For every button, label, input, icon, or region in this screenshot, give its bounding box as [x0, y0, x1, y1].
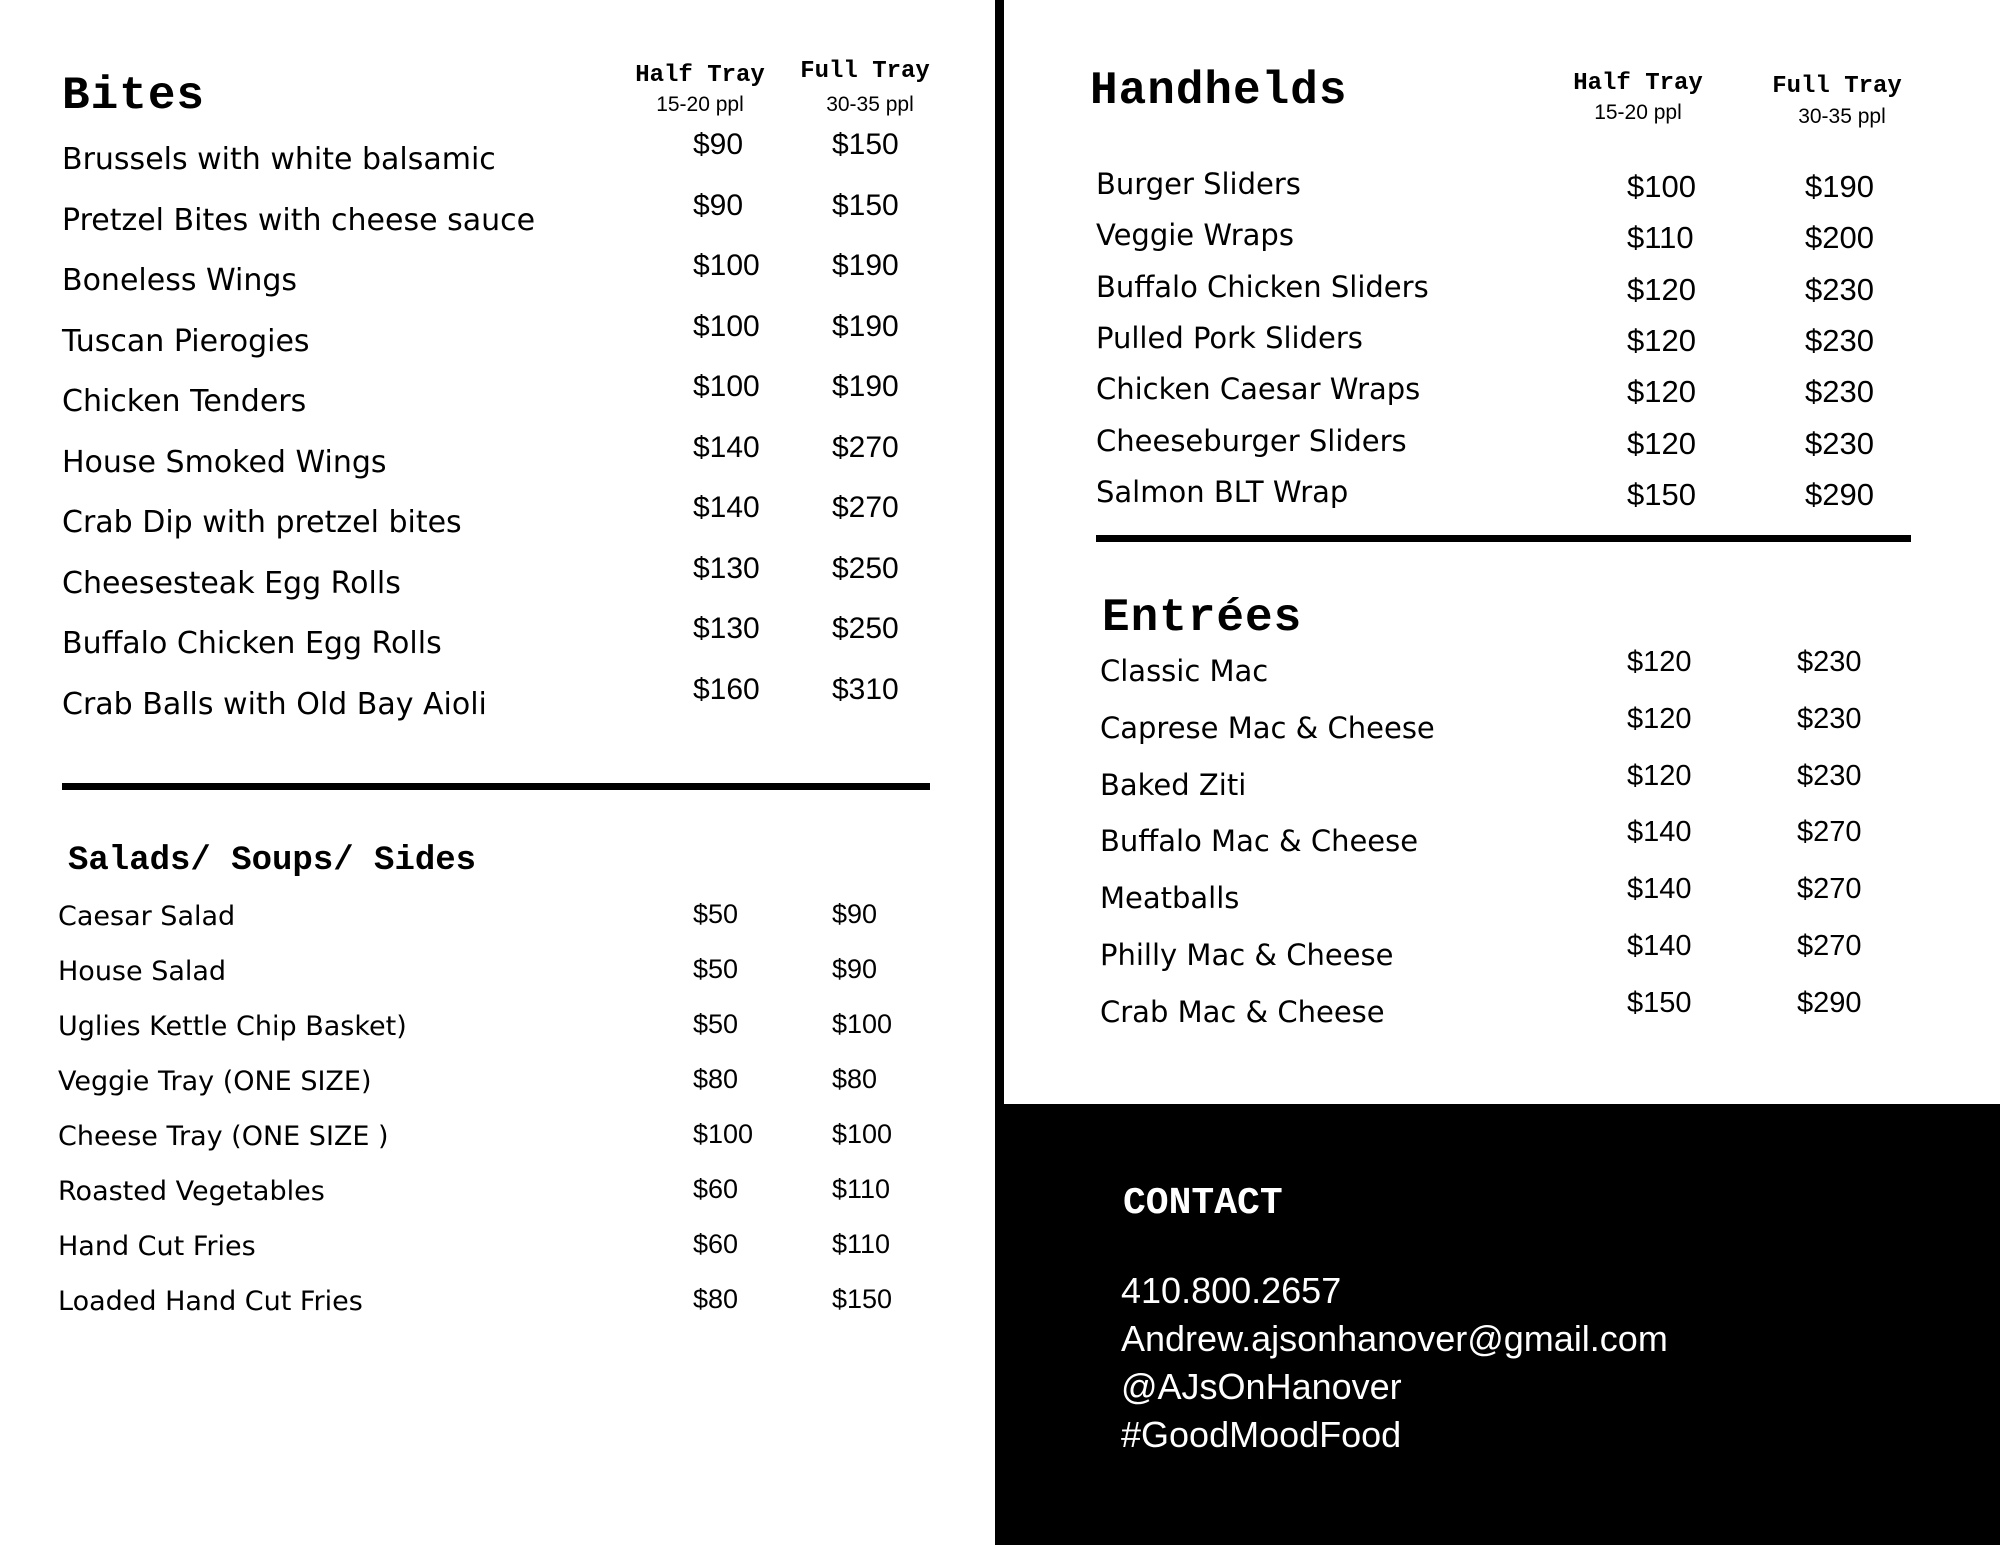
- section-title-bites: Bites: [62, 70, 206, 122]
- bites-full-tray-ppl: 30-35 ppl: [826, 93, 914, 116]
- full-tray-price: $100: [832, 1119, 893, 1149]
- full-tray-price: $230: [1797, 702, 1862, 735]
- half-tray-price: $130: [693, 612, 760, 645]
- half-tray-price: $50: [693, 899, 739, 929]
- half-tray-price: $100: [693, 1119, 754, 1149]
- contact-panel: [995, 1104, 2000, 1545]
- menu-item-name: Crab Dip with pretzel bites: [62, 505, 462, 540]
- full-tray-price: $230: [1805, 322, 1874, 358]
- half-tray-price: $120: [1627, 702, 1692, 735]
- full-tray-price: $270: [832, 491, 899, 524]
- half-tray-price: $100: [693, 309, 760, 343]
- menu-item-name: Cheesesteak Egg Rolls: [62, 565, 401, 601]
- full-tray-price: $230: [1805, 374, 1874, 410]
- half-tray-price: $60: [693, 1174, 739, 1204]
- bites-half-tray-ppl: 15-20 ppl: [656, 93, 744, 116]
- half-tray-price: $140: [1627, 930, 1692, 962]
- contact-hashtag: #GoodMoodFood: [1121, 1414, 1402, 1455]
- full-tray-price: $90: [832, 899, 878, 929]
- menu-item-name: Pulled Pork Sliders: [1096, 320, 1363, 355]
- menu-item-name: Veggie Wraps: [1096, 218, 1294, 253]
- half-tray-price: $120: [1627, 271, 1696, 307]
- full-tray-price: $190: [832, 249, 899, 282]
- half-tray-price: $140: [1627, 816, 1692, 849]
- half-tray-price: $80: [693, 1064, 739, 1094]
- menu-item-name: Crab Mac & Cheese: [1100, 994, 1385, 1029]
- menu-item-name: Cheeseburger Sliders: [1096, 423, 1407, 458]
- menu-item-name: Brussels with white balsamic: [62, 142, 496, 177]
- half-tray-price: $140: [693, 491, 760, 524]
- contact-title: CONTACT: [1123, 1182, 1283, 1225]
- contact-social-handle[interactable]: @AJsOnHanover: [1121, 1366, 1402, 1407]
- menu-item-name: Buffalo Chicken Egg Rolls: [62, 626, 442, 661]
- menu-item-name: Pretzel Bites with cheese sauce: [62, 202, 536, 238]
- full-tray-price: $270: [1797, 816, 1862, 849]
- handhelds-half-tray-header: Half Tray: [1573, 70, 1703, 97]
- full-tray-price: $290: [1805, 476, 1874, 512]
- section-title-handhelds: Handhelds: [1090, 65, 1348, 117]
- menu-item-name: Hand Cut Fries: [58, 1231, 256, 1262]
- half-tray-price: $80: [693, 1284, 739, 1314]
- half-tray-price: $140: [1627, 873, 1692, 906]
- half-tray-price: $120: [1627, 374, 1696, 410]
- half-tray-price: $120: [1627, 322, 1696, 358]
- half-tray-price: $100: [1627, 169, 1696, 204]
- menu-item-name: Chicken Caesar Wraps: [1096, 372, 1421, 407]
- half-tray-price: $60: [693, 1229, 739, 1259]
- bites-half-tray-header: Half Tray: [635, 62, 765, 89]
- handhelds-divider: [1096, 535, 1911, 542]
- menu-item-name: Loaded Hand Cut Fries: [58, 1286, 363, 1317]
- menu-item-name: House Salad: [58, 956, 227, 987]
- menu-item-name: House Smoked Wings: [62, 444, 387, 480]
- full-tray-price: $150: [832, 1284, 893, 1314]
- section-title-salads: Salads/ Soups/ Sides: [68, 842, 477, 880]
- menu-item-name: Caprese Mac & Cheese: [1100, 710, 1435, 745]
- half-tray-price: $90: [693, 128, 744, 161]
- full-tray-price: $270: [1797, 873, 1862, 906]
- full-tray-price: $110: [832, 1174, 891, 1204]
- handhelds-full-tray-header: Full Tray: [1772, 73, 1902, 100]
- half-tray-price: $110: [1627, 220, 1694, 256]
- half-tray-price: $160: [693, 672, 760, 706]
- half-tray-price: $50: [693, 1009, 739, 1039]
- contact-email[interactable]: Andrew.ajsonhanover@gmail.com: [1121, 1318, 1668, 1359]
- handhelds-half-tray-ppl: 15-20 ppl: [1594, 101, 1682, 124]
- menu-item-name: Buffalo Chicken Sliders: [1096, 269, 1429, 304]
- full-tray-price: $250: [832, 551, 899, 585]
- menu-item-name: Salmon BLT Wrap: [1096, 474, 1349, 509]
- full-tray-price: $100: [832, 1009, 893, 1039]
- full-tray-price: $310: [832, 672, 899, 706]
- menu-item-name: Uglies Kettle Chip Basket): [58, 1011, 407, 1042]
- menu-item-name: Philly Mac & Cheese: [1100, 938, 1394, 972]
- menu-item-name: Boneless Wings: [62, 263, 298, 298]
- menu-item-name: Meatballs: [1100, 881, 1240, 916]
- section-title-entrees: Entrées: [1102, 592, 1303, 644]
- menu-item-name: Tuscan Pierogies: [62, 323, 310, 359]
- full-tray-price: $190: [1805, 169, 1874, 204]
- half-tray-price: $100: [693, 249, 760, 282]
- contact-phone[interactable]: 410.800.2657: [1121, 1270, 1342, 1311]
- half-tray-price: $90: [693, 188, 744, 222]
- menu-item-name: Classic Mac: [1100, 654, 1269, 688]
- full-tray-price: $270: [1797, 930, 1862, 962]
- full-tray-price: $80: [832, 1064, 878, 1094]
- full-tray-price: $200: [1805, 220, 1874, 256]
- full-tray-price: $110: [832, 1229, 891, 1259]
- half-tray-price: $50: [693, 954, 739, 984]
- half-tray-price: $140: [693, 430, 760, 464]
- bites-full-tray-header: Full Tray: [800, 58, 930, 85]
- menu-item-name: Baked Ziti: [1100, 767, 1247, 802]
- full-tray-price: $290: [1797, 986, 1862, 1019]
- half-tray-price: $120: [1627, 425, 1696, 461]
- full-tray-price: $270: [832, 430, 899, 464]
- handhelds-full-tray-ppl: 30-35 ppl: [1798, 105, 1886, 128]
- menu-item-name: Roasted Vegetables: [58, 1176, 325, 1207]
- menu-item-name: Veggie Tray (ONE SIZE): [58, 1066, 372, 1097]
- bites-divider: [62, 783, 930, 790]
- half-tray-price: $150: [1627, 476, 1696, 512]
- full-tray-price: $250: [832, 612, 899, 645]
- full-tray-price: $230: [1805, 425, 1874, 461]
- full-tray-price: $230: [1797, 759, 1862, 792]
- full-tray-price: $150: [832, 188, 899, 222]
- half-tray-price: $120: [1627, 646, 1692, 678]
- menu-item-name: Caesar Salad: [58, 901, 236, 932]
- full-tray-price: $150: [832, 128, 899, 161]
- menu-item-name: Crab Balls with Old Bay Aioli: [62, 686, 487, 722]
- full-tray-price: $190: [832, 309, 899, 343]
- half-tray-price: $120: [1627, 759, 1692, 792]
- menu-item-name: Burger Sliders: [1096, 167, 1301, 201]
- half-tray-price: $150: [1627, 986, 1692, 1019]
- menu-item-name: Cheese Tray (ONE SIZE ): [58, 1121, 389, 1152]
- half-tray-price: $130: [693, 551, 760, 585]
- full-tray-price: $90: [832, 954, 878, 984]
- full-tray-price: $190: [832, 370, 899, 403]
- center-divider: [995, 0, 1004, 1105]
- full-tray-price: $230: [1797, 646, 1862, 678]
- half-tray-price: $100: [693, 370, 760, 403]
- menu-item-name: Buffalo Mac & Cheese: [1100, 824, 1419, 859]
- menu-item-name: Chicken Tenders: [62, 384, 307, 419]
- full-tray-price: $230: [1805, 271, 1874, 307]
